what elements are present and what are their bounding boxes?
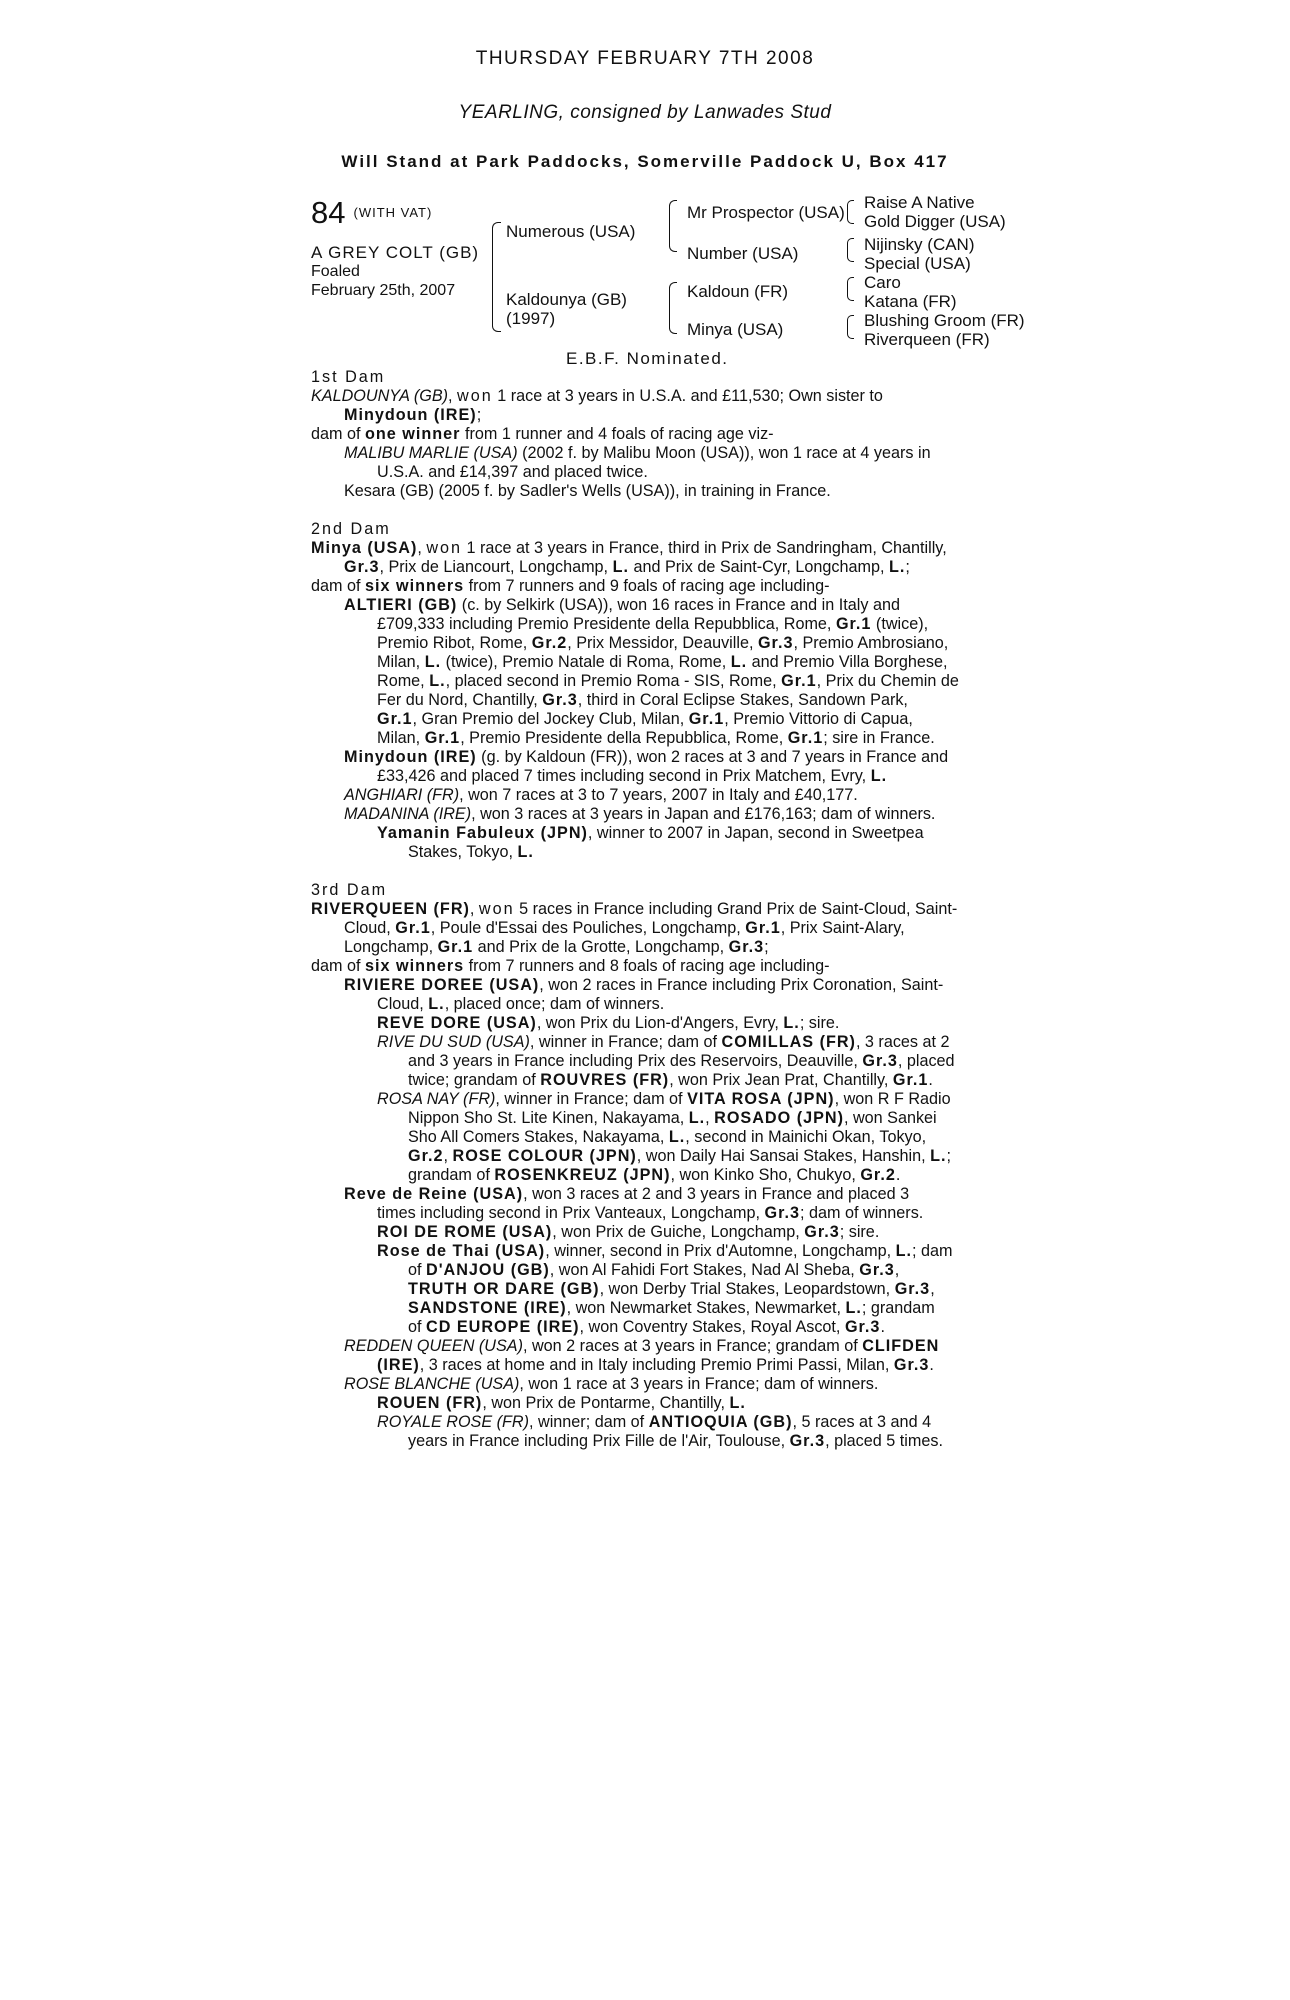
consignment-line: YEARLING, consigned by Lanwades Stud <box>458 102 832 123</box>
stand-location: Will Stand at Park Paddocks, Somerville Paddock U, Box 417 <box>341 152 949 171</box>
text-run: . <box>880 1318 885 1336</box>
text-run: D'ANJOU (GB) <box>426 1261 550 1279</box>
pedigree-sire-dam: Number (USA) <box>687 244 799 263</box>
pedigree-dam-dam: Minya (USA) <box>687 320 784 339</box>
second-dam-line <box>311 577 986 596</box>
text-run: Nippon Sho St. Lite Kinen, Nakayama, <box>408 1109 689 1127</box>
text-run: and 3 years in France including Prix des Reservoirs, Deauville, <box>408 1052 863 1070</box>
text-run: ANGHIARI (FR) <box>344 786 460 804</box>
second-dam-line <box>311 539 986 558</box>
text-run: ; <box>764 938 769 956</box>
text-run: Gr.3 <box>542 691 578 709</box>
text-run: Premio Ribot, Rome, <box>377 634 532 652</box>
second-dam-body <box>311 539 986 862</box>
text-run: . <box>895 1166 901 1184</box>
third-dam-line <box>311 938 986 957</box>
pedigree-g1: Raise A Native <box>864 193 975 212</box>
text-run: and Premio Villa Borghese, <box>747 653 948 671</box>
first-dam-body <box>311 387 986 501</box>
text-run: , placed second in Premio Roma - SIS, Rome, <box>445 672 782 690</box>
pedigree-sire-sire: Mr Prospector (USA) <box>687 203 845 222</box>
third-dam-line <box>311 1318 986 1337</box>
text-run: Gr.2 <box>860 1166 896 1184</box>
text-run: , Prix du Chemin de <box>816 672 959 690</box>
text-run: six winners <box>365 957 465 975</box>
text-run: . <box>929 1356 934 1374</box>
first-dam-line <box>311 425 986 444</box>
text-run: Gr.1 <box>787 729 824 747</box>
text-run: Gr.3 <box>757 634 794 652</box>
text-run: CD EUROPE (IRE) <box>426 1318 580 1336</box>
text-run: RIVERQUEEN (FR) <box>311 900 470 918</box>
first-dam-line <box>311 482 986 501</box>
text-run: Fer du Nord, Chantilly, <box>377 691 543 709</box>
second-dam-line <box>311 558 986 577</box>
text-run: Gr.1 <box>424 729 461 747</box>
first-dam-line <box>311 406 986 425</box>
text-run: L. <box>668 1128 686 1146</box>
third-dam-line <box>311 1356 986 1375</box>
text-run: , won Derby Trial Stakes, Leopardstown, <box>599 1280 895 1298</box>
third-dam-line <box>311 1014 986 1033</box>
text-run: , won Newmarket Stakes, Newmarket, <box>566 1299 846 1317</box>
text-run: six winners <box>365 577 465 595</box>
text-run: REVE DORE (USA) <box>377 1014 537 1032</box>
text-run: Gr.1 <box>377 710 413 728</box>
text-run: ; grandam <box>861 1299 935 1317</box>
vat-note: (WITH VAT) <box>353 205 433 220</box>
text-run: Sho All Comers Stakes, Nakayama, <box>408 1128 669 1146</box>
text-run: Gr.1 <box>892 1071 929 1089</box>
third-dam-line <box>311 1413 986 1432</box>
text-run: L. <box>612 558 629 576</box>
text-run: , Prix de Liancourt, Longchamp, <box>379 558 613 576</box>
text-run: , won Daily Hai Sansai Stakes, Hanshin, <box>636 1147 931 1165</box>
text-run: ; <box>946 1147 951 1165</box>
text-run: from 7 runners and 9 foals of racing age including- <box>464 577 830 595</box>
text-run: TRUTH OR DARE (GB) <box>408 1280 600 1298</box>
text-run: , won Coventry Stakes, Royal Ascot, <box>579 1318 845 1336</box>
text-run: , Prix Saint-Alary, <box>780 919 905 937</box>
pedigree-dam-year: (1997) <box>506 309 556 328</box>
text-run: , winner in France; dam of <box>495 1090 688 1108</box>
foaled-label: Foaled <box>311 263 360 280</box>
text-run: , won Prix Jean Prat, Chantilly, <box>669 1071 893 1089</box>
text-run: from 7 runners and 8 foals of racing age including- <box>464 957 830 975</box>
third-dam-line <box>311 1280 986 1299</box>
text-run: (c. by Selkirk (USA)), won 16 races in France and in Italy and <box>457 596 900 614</box>
pedigree-brace-dam <box>669 282 677 334</box>
text-run: , won 3 races at 2 and 3 years in France and placed 3 <box>523 1185 910 1203</box>
second-dam-line <box>311 767 986 786</box>
text-run: from 1 runner and 4 foals of racing age viz- <box>460 425 774 443</box>
text-run: Gr.1 <box>395 919 431 937</box>
text-run: 1 race at 3 years in U.S.A. and £11,530; Own sister to <box>492 387 883 405</box>
text-run: , placed once; dam of winners. <box>444 995 665 1013</box>
text-run: Gr.3 <box>789 1432 826 1450</box>
text-run: , won Kinko Sho, Chukyo, <box>670 1166 861 1184</box>
second-dam-line <box>311 672 986 691</box>
text-run: Gr.2 <box>408 1147 444 1165</box>
text-run: KALDOUNYA (GB) <box>311 387 449 405</box>
text-run: and Prix de la Grotte, Longchamp, <box>473 938 729 956</box>
text-run: , Premio Ambrosiano, <box>793 634 949 652</box>
text-run: L. <box>930 1147 947 1165</box>
text-run: Gr.3 <box>764 1204 801 1222</box>
text-run: MADANINA (IRE) <box>344 805 472 823</box>
text-run: L. <box>783 1014 800 1032</box>
text-run: , winner to 2007 in Japan, second in Sweetpea <box>587 824 924 842</box>
text-run: L. <box>428 995 445 1013</box>
pedigree-brace-g3 <box>847 277 854 301</box>
text-run: £33,426 and placed 7 times including second in Prix Matchem, Evry, <box>377 767 871 785</box>
text-run: Rome, <box>377 672 430 690</box>
third-dam-line <box>311 1223 986 1242</box>
text-run: , winner in France; dam of <box>529 1033 722 1051</box>
text-run: 5 races in France including Grand Prix de Saint-Cloud, Saint- <box>514 900 958 918</box>
second-dam-line <box>311 729 986 748</box>
third-dam-line <box>311 1432 986 1451</box>
text-run: of <box>408 1318 426 1336</box>
pedigree-g3: Nijinsky (CAN) <box>864 235 975 254</box>
pedigree-g8: Riverqueen (FR) <box>864 330 990 349</box>
text-run: , Prix Messidor, Deauville, <box>567 634 758 652</box>
third-dam-line <box>311 900 986 919</box>
text-run: , <box>705 1109 715 1127</box>
text-run: £709,333 including Premio Presidente della Repubblica, Rome, <box>377 615 836 633</box>
text-run: ROSE BLANCHE (USA) <box>344 1375 520 1393</box>
text-run: Gr.3 <box>844 1318 881 1336</box>
text-run: Gr.3 <box>894 1280 931 1298</box>
text-run: , won 2 races in France including Prix Coronation, Saint- <box>539 976 944 994</box>
text-run: (IRE) <box>377 1356 420 1374</box>
text-run: of <box>408 1261 426 1279</box>
text-run: ROYALE ROSE (FR) <box>377 1413 530 1431</box>
third-dam-line <box>311 1166 986 1185</box>
text-run: one winner <box>365 425 461 443</box>
text-run: , Gran Premio del Jockey Club, Milan, <box>412 710 689 728</box>
text-run: Gr.2 <box>531 634 568 652</box>
text-run: L. <box>730 653 748 671</box>
third-dam-line <box>311 1299 986 1318</box>
third-dam-line <box>311 1242 986 1261</box>
text-run: , won 7 races at 3 to 7 years, 2007 in Italy and £40,177. <box>459 786 858 804</box>
text-run: dam of <box>311 425 365 443</box>
text-run: Milan, <box>377 729 425 747</box>
text-run: Gr.3 <box>862 1052 898 1070</box>
third-dam-line <box>311 1337 986 1356</box>
text-run: , won Al Fahidi Fort Stakes, Nad Al Sheba, <box>549 1261 860 1279</box>
text-run: ROSADO (JPN) <box>714 1109 844 1127</box>
pedigree-g5: Caro <box>864 273 901 292</box>
first-dam-heading: 1st Dam <box>311 368 386 386</box>
text-run: ; dam <box>912 1242 953 1260</box>
third-dam-line <box>311 1147 986 1166</box>
text-run: dam of <box>311 577 365 595</box>
text-run: ANTIOQUIA (GB) <box>648 1413 793 1431</box>
text-run: Gr.1 <box>835 615 872 633</box>
lot-description: A GREY COLT (GB) <box>311 243 480 262</box>
third-dam-line <box>311 1185 986 1204</box>
text-run: , won R F Radio <box>834 1090 951 1108</box>
text-run: ALTIERI (GB) <box>344 596 458 614</box>
text-run: Stakes, Tokyo, <box>408 843 518 861</box>
third-dam-line <box>311 995 986 1014</box>
text-run: , won Prix de Pontarme, Chantilly, <box>482 1394 730 1412</box>
text-run: (twice), <box>871 615 929 633</box>
pedigree-brace-g1 <box>847 200 854 224</box>
pedigree-brace-sire <box>669 200 677 252</box>
text-run: L. <box>729 1394 746 1412</box>
text-run: twice; grandam of <box>408 1071 541 1089</box>
pedigree-g4: Special (USA) <box>864 254 971 273</box>
first-dam-line <box>311 444 986 463</box>
second-dam-line <box>311 786 986 805</box>
text-run: and Prix de Saint-Cyr, Longchamp, <box>628 558 889 576</box>
lot-number <box>311 196 432 230</box>
text-run: , <box>443 1147 453 1165</box>
text-run: VITA ROSA (JPN) <box>687 1090 835 1108</box>
text-run: (2002 f. by Malibu Moon (USA)), won 1 race at 4 years in <box>517 444 931 462</box>
text-run: L. <box>889 558 906 576</box>
pedigree-sire: Numerous (USA) <box>506 222 636 241</box>
text-run: CLIFDEN <box>862 1337 940 1355</box>
foaled-date: February 25th, 2007 <box>311 282 456 299</box>
text-run: L. <box>845 1299 862 1317</box>
text-run: dam of <box>311 957 365 975</box>
text-run: SANDSTONE (IRE) <box>408 1299 567 1317</box>
third-dam-line <box>311 1090 986 1109</box>
text-run: ROUVRES (FR) <box>540 1071 670 1089</box>
third-dam-line <box>311 1394 986 1413</box>
text-run: Longchamp, <box>344 938 438 956</box>
text-run: ROSENKREUZ (JPN) <box>494 1166 671 1184</box>
third-dam-line <box>311 919 986 938</box>
second-dam-line <box>311 805 986 824</box>
text-run: ROI DE ROME (USA) <box>377 1223 553 1241</box>
text-run: , won Sankei <box>843 1109 937 1127</box>
second-dam-line <box>311 615 986 634</box>
text-run: , winner; dam of <box>529 1413 649 1431</box>
third-dam-line <box>311 1261 986 1280</box>
text-run: , third in Coral Eclipse Stakes, Sandown Park, <box>577 691 908 709</box>
pedigree-g6: Katana (FR) <box>864 292 957 311</box>
text-run: L. <box>517 843 534 861</box>
text-run: (twice), Premio Natale di Roma, Rome, <box>441 653 731 671</box>
text-run: Cloud, <box>344 919 396 937</box>
second-dam-line <box>311 710 986 729</box>
text-run: , <box>469 900 479 918</box>
third-dam-line <box>311 1375 986 1394</box>
text-run: , won 2 races at 3 years in France; grandam of <box>522 1337 863 1355</box>
text-run: RIVIERE DOREE (USA) <box>344 976 540 994</box>
second-dam-line <box>311 691 986 710</box>
third-dam-line <box>311 1128 986 1147</box>
text-run: ROSE COLOUR (JPN) <box>452 1147 637 1165</box>
text-run: COMILLAS (FR) <box>721 1033 856 1051</box>
text-run: U.S.A. and £14,397 and placed twice. <box>377 463 648 481</box>
text-run: won <box>478 900 515 918</box>
text-run: Gr.1 <box>745 919 781 937</box>
text-run: Gr.3 <box>728 938 765 956</box>
text-run: , 3 races at 2 <box>855 1033 950 1051</box>
text-run: Reve de Reine (USA) <box>344 1185 524 1203</box>
third-dam-heading: 3rd Dam <box>311 881 388 899</box>
pedigree-g7: Blushing Groom (FR) <box>864 311 1025 330</box>
text-run: Minydoun (IRE) <box>344 406 477 424</box>
text-run: , winner, second in Prix d'Automne, Longchamp, <box>545 1242 896 1260</box>
text-run: Yamanin Fabuleux (JPN) <box>377 824 588 842</box>
text-run: , placed 5 times. <box>825 1432 943 1450</box>
text-run: Gr.1 <box>688 710 725 728</box>
text-run: 1 race at 3 years in France, third in Prix de Sandringham, Chantilly, <box>462 539 947 557</box>
first-dam-line <box>311 387 986 406</box>
third-dam-line <box>311 1052 986 1071</box>
third-dam-line <box>311 1109 986 1128</box>
text-run: Gr.3 <box>804 1223 840 1241</box>
third-dam-line <box>311 957 986 976</box>
text-run: won <box>426 539 463 557</box>
text-run: ; <box>476 406 482 424</box>
text-run: Gr.1 <box>781 672 817 690</box>
third-dam-line <box>311 1204 986 1223</box>
text-run: ; sire. <box>799 1014 840 1032</box>
second-dam-line <box>311 748 986 767</box>
text-run: ; dam of winners. <box>800 1204 924 1222</box>
pedigree-dam: Kaldounya (GB) <box>506 290 627 309</box>
second-dam-line <box>311 653 986 672</box>
text-run: , second in Mainichi Okan, Tokyo, <box>685 1128 927 1146</box>
text-run: , <box>417 539 427 557</box>
second-dam-line <box>311 596 986 615</box>
first-dam-line <box>311 463 986 482</box>
text-run: Gr.3 <box>344 558 380 576</box>
pedigree-brace-g2 <box>847 238 854 262</box>
text-run: . <box>928 1071 933 1089</box>
second-dam-line <box>311 824 986 843</box>
text-run: MALIBU MARLIE (USA) <box>344 444 518 462</box>
text-run: , <box>930 1280 935 1298</box>
text-run: , 5 races at 3 and 4 <box>792 1413 932 1431</box>
text-run: times including second in Prix Vanteaux, Longchamp, <box>377 1204 765 1222</box>
text-run: ROSA NAY (FR) <box>377 1090 496 1108</box>
second-dam-heading: 2nd Dam <box>311 520 391 538</box>
text-run: , won 3 races at 3 years in Japan and £176,163; dam of winners. <box>471 805 936 823</box>
text-run: , <box>448 387 458 405</box>
second-dam-line <box>311 843 986 862</box>
text-run: , won Prix de Guiche, Longchamp, <box>552 1223 805 1241</box>
pedigree-dam-sire: Kaldoun (FR) <box>687 282 789 301</box>
text-run: , Poule d'Essai des Pouliches, Longchamp, <box>430 919 746 937</box>
text-run: Cloud, <box>377 995 429 1013</box>
text-run: , Premio Presidente della Repubblica, Rome, <box>460 729 788 747</box>
text-run: L. <box>429 672 446 690</box>
text-run: Gr.1 <box>437 938 474 956</box>
text-run: L. <box>424 653 442 671</box>
text-run: years in France including Prix Fille de l'Air, Toulouse, <box>408 1432 790 1450</box>
text-run: , <box>894 1261 900 1279</box>
text-run: won <box>457 387 493 405</box>
third-dam-line <box>311 1071 986 1090</box>
text-run: L. <box>870 767 888 785</box>
text-run: Kesara (GB) (2005 f. by Sadler's Wells (USA)), in training in France. <box>344 482 831 500</box>
ebf-nominated: E.B.F. Nominated. <box>566 349 729 368</box>
text-run: Gr.3 <box>893 1356 930 1374</box>
third-dam-body <box>311 900 986 1451</box>
text-run: (g. by Kaldoun (FR)), won 2 races at 3 and 7 years in France and <box>476 748 949 766</box>
second-dam-line <box>311 634 986 653</box>
text-run: ROUEN (FR) <box>377 1394 483 1412</box>
text-run: , won Prix du Lion-d'Angers, Evry, <box>536 1014 784 1032</box>
pedigree-brace-g4 <box>847 315 854 339</box>
text-run: ; sire in France. <box>823 729 935 747</box>
pedigree-brace-parents <box>492 222 501 332</box>
text-run: REDDEN QUEEN (USA) <box>344 1337 523 1355</box>
text-run: Rose de Thai (USA) <box>377 1242 546 1260</box>
third-dam-line <box>311 1033 986 1052</box>
text-run: L. <box>688 1109 706 1127</box>
text-run: Gr.3 <box>859 1261 895 1279</box>
text-run: Milan, <box>377 653 425 671</box>
lot-number-value: 84 <box>311 195 346 230</box>
text-run: RIVE DU SUD (USA) <box>377 1033 530 1051</box>
text-run: , placed <box>897 1052 955 1070</box>
text-run: , Premio Vittorio di Capua, <box>724 710 913 728</box>
dam-sections <box>311 368 986 1451</box>
text-run: , won 1 race at 3 years in France; dam of winners. <box>519 1375 879 1393</box>
text-run: L. <box>895 1242 913 1260</box>
text-run: Minydoun (IRE) <box>344 748 477 766</box>
text-run: ; sire. <box>839 1223 880 1241</box>
text-run: , 3 races at home and in Italy including Premio Primi Passi, Milan, <box>419 1356 894 1374</box>
text-run: Minya (USA) <box>311 539 418 557</box>
sale-date: THURSDAY FEBRUARY 7TH 2008 <box>475 48 815 69</box>
text-run: ; <box>905 558 910 576</box>
text-run: grandam of <box>408 1166 495 1184</box>
third-dam-line <box>311 976 986 995</box>
pedigree-g2: Gold Digger (USA) <box>864 212 1006 231</box>
